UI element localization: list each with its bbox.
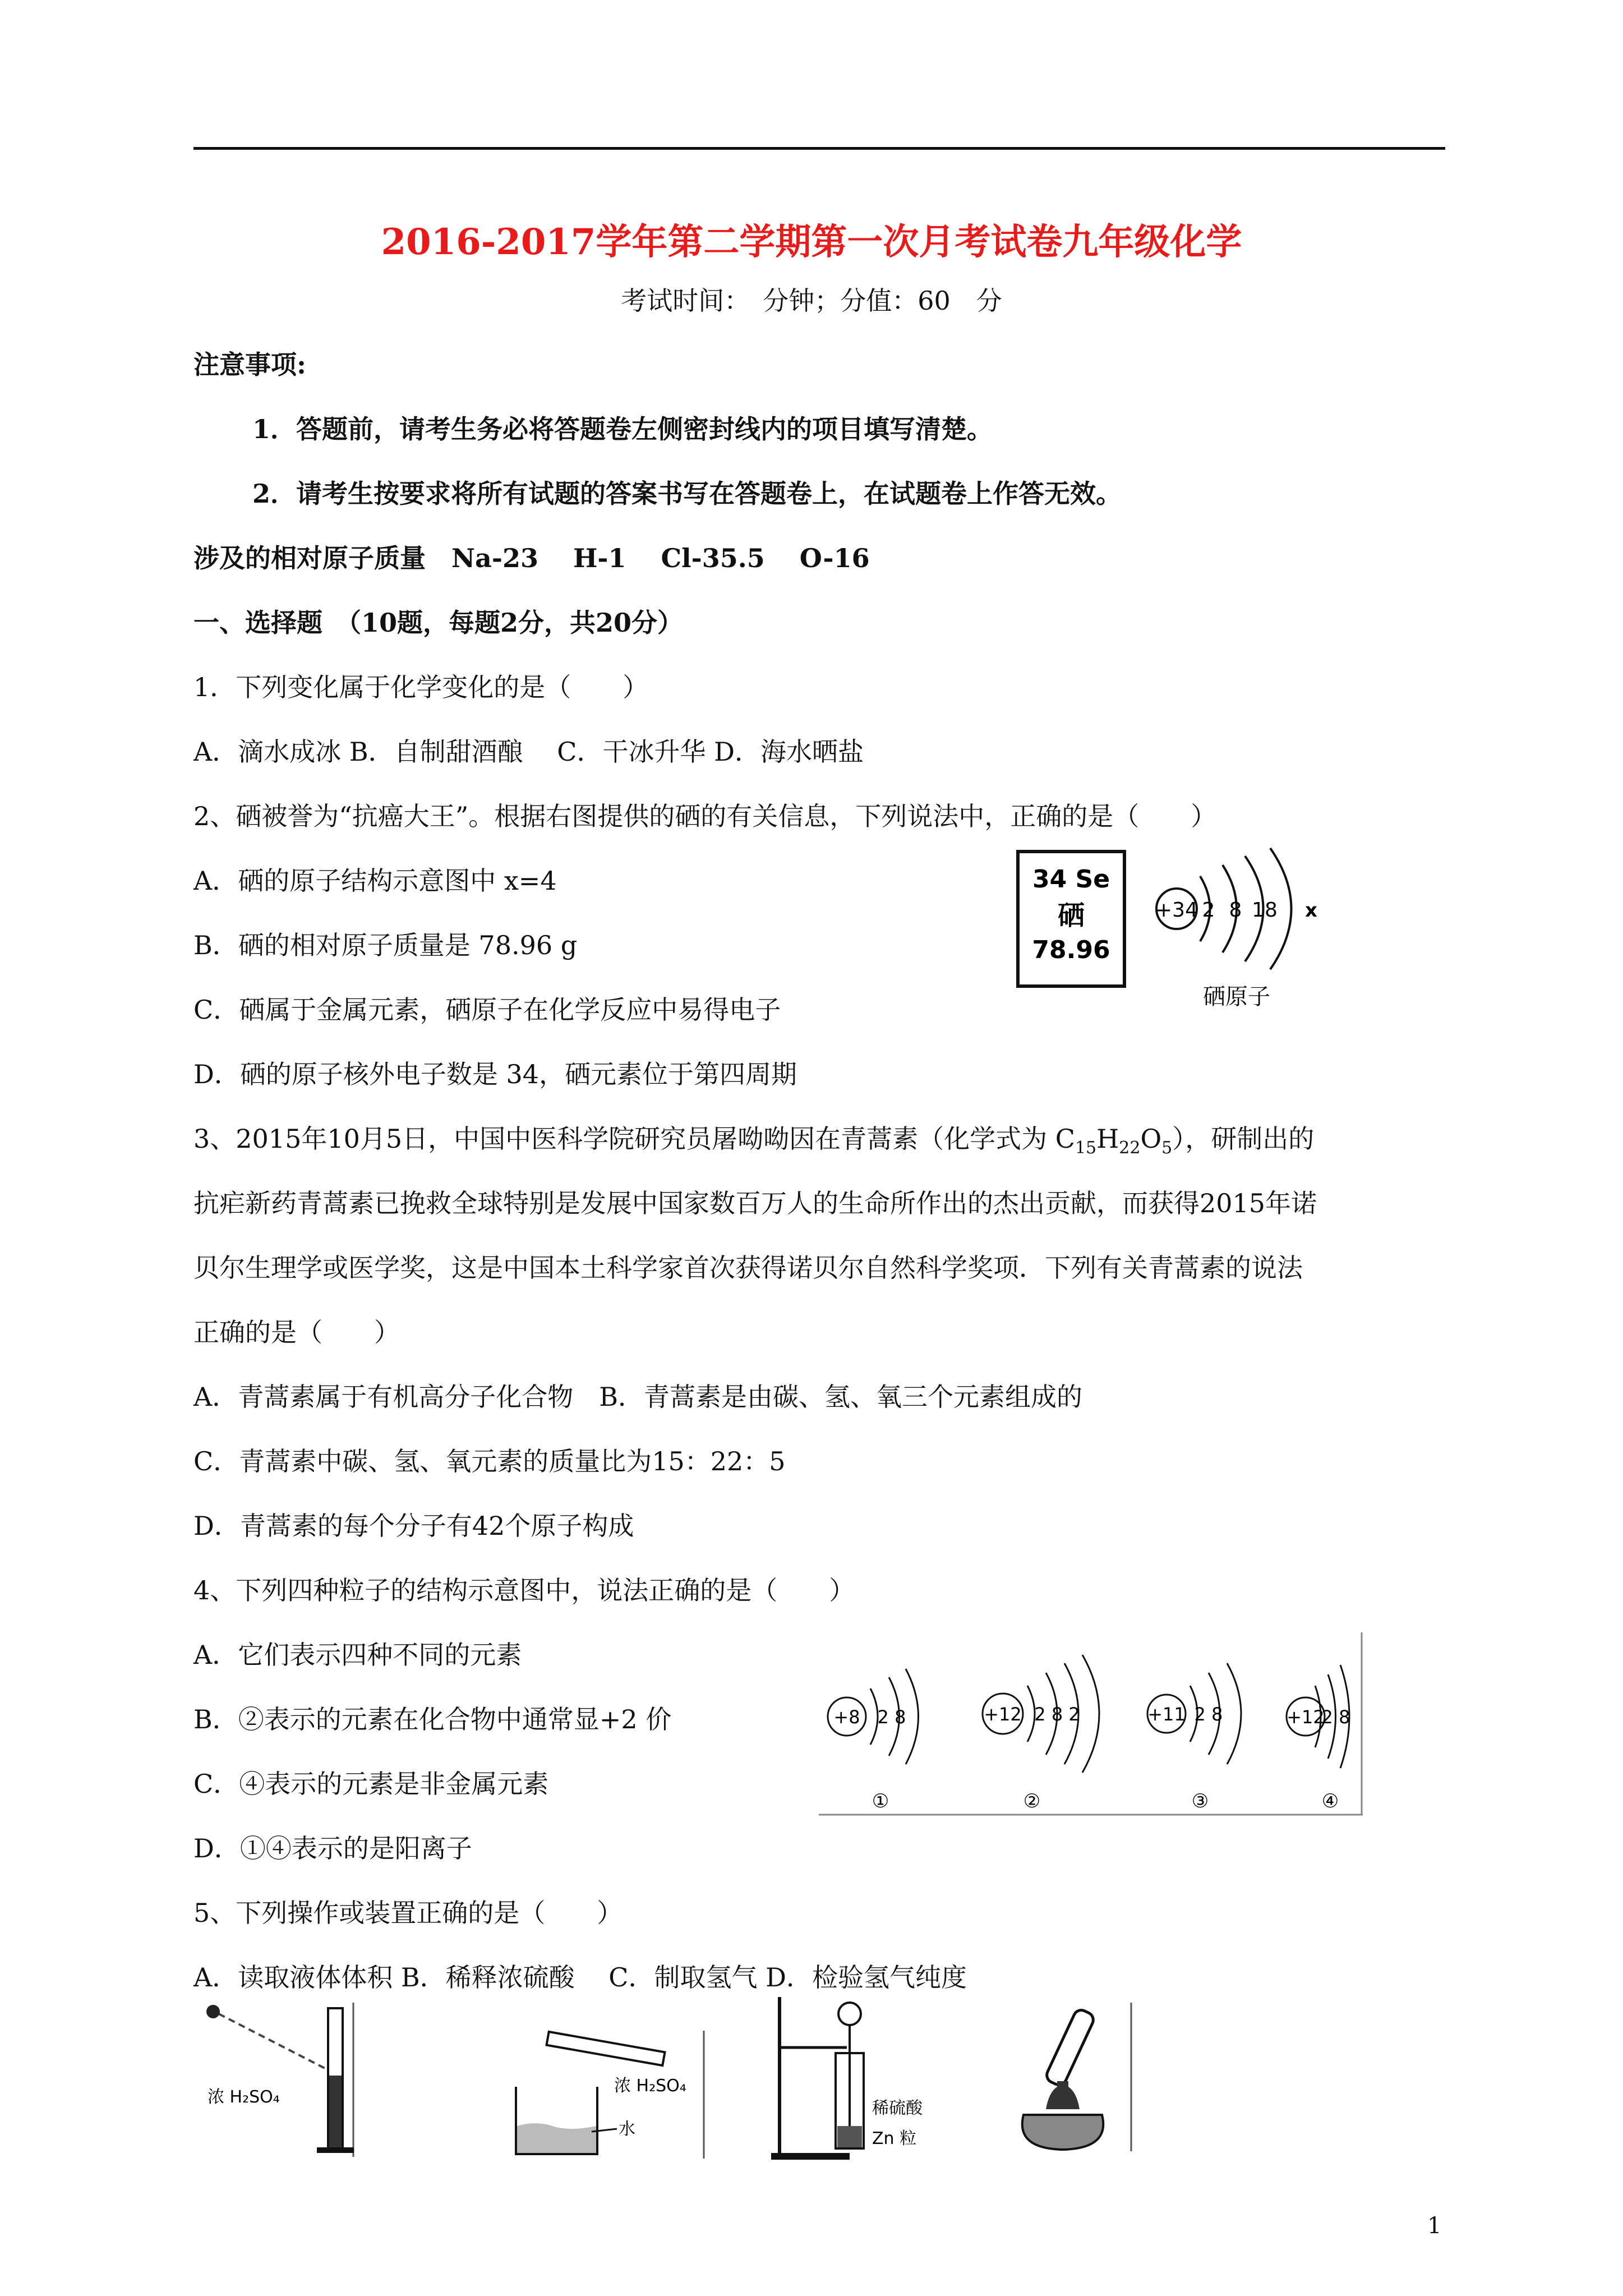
- eye-icon: [206, 2005, 220, 2018]
- particles-figure: [819, 1632, 1368, 1818]
- element-mass: 78.96: [1032, 936, 1110, 964]
- q4-stem: 4、下列四种粒子的结构示意图中，说法正确的是（ ）: [193, 1575, 855, 1605]
- particle-1-shells: 2 8: [877, 1706, 906, 1728]
- q5-options: A．读取液体体积 B．稀释浓硫酸 C．制取氢气 D．检验氢气纯度: [193, 1962, 967, 1993]
- stand-base: [771, 2153, 850, 2160]
- q5-stem: 5、下列操作或装置正确的是（ ）: [193, 1898, 623, 1928]
- q5-figure-c: [768, 1997, 931, 2165]
- particle-3: [1147, 1663, 1241, 1812]
- q5-figure-d: [1012, 2003, 1136, 2154]
- q1-stem: 1．下列变化属于化学变化的是（ ）: [193, 672, 649, 702]
- shell-1-count: 2: [1202, 899, 1215, 922]
- alcohol-lamp-flame: [1046, 2081, 1080, 2109]
- particle-3-nucleus-label: +11: [1147, 1704, 1186, 1725]
- particle-1-nucleus-label: +8: [833, 1706, 860, 1728]
- notice-item-2: 2．请考生按要求将所有试题的答案书写在答题卷上，在试题卷上作答无效。: [252, 478, 1122, 509]
- q4-option-d: D．①④表示的是阳离子: [193, 1833, 472, 1864]
- funnel-bulb: [838, 2003, 861, 2025]
- page-number: 1: [1427, 2213, 1442, 2239]
- selenium-figure: [1015, 836, 1329, 1038]
- particle-2: [983, 1655, 1099, 1812]
- particle-3-label: ③: [1191, 1790, 1209, 1812]
- particle-2-arc: [1027, 1686, 1035, 1742]
- element-name: 硒: [1057, 900, 1085, 931]
- particle-4-label: ④: [1321, 1790, 1339, 1812]
- q4-option-a: A．它们表示四种不同的元素: [193, 1640, 522, 1670]
- particle-1: [828, 1669, 919, 1812]
- element-number-symbol: 34 Se: [1032, 865, 1110, 894]
- q3-options-ab: A．青蒿素属于有机高分子化合物 B．青蒿素是由碳、氢、氧三个元素组成的: [193, 1382, 1083, 1412]
- atomic-masses: 涉及的相对原子质量 Na-23 H-1 Cl-35.5 O-16: [193, 543, 870, 573]
- figure-b-water-label: 水: [619, 2119, 635, 2139]
- particle-1-arc: [906, 1669, 919, 1764]
- q3-line-3: 贝尔生理学或医学奖，这是中国本土科学家首次获得诺贝尔自然科学奖项．下列有关青蒿素的说法: [193, 1253, 1303, 1283]
- particle-4-nucleus-label: +12: [1287, 1706, 1325, 1728]
- q1-options: A．滴水成冰 B．自制甜酒酿 C．干冰升华 D．海水晒盐: [193, 737, 864, 767]
- shell-2-count: 8: [1229, 899, 1242, 922]
- test-tube: [547, 2032, 665, 2065]
- particle-1-arc: [870, 1688, 878, 1745]
- q3-line-2: 抗疟新药青蒿素已挽救全球特别是发展中国家数百万人的生命所作出的杰出贡献，而获得2015年诺: [193, 1188, 1317, 1218]
- shell-4-count: x: [1305, 899, 1317, 922]
- q5-figure-a: [202, 2003, 370, 2160]
- figure-b-acid-label: 浓 H₂SO₄: [614, 2076, 686, 2096]
- figure-a-acid-label: 浓 H₂SO₄: [208, 2087, 280, 2107]
- notice-heading: 注意事项:: [193, 349, 306, 380]
- sight-line: [219, 2014, 328, 2070]
- q2-option-c: C．硒属于金属元素，硒原子在化学反应中易得电子: [193, 995, 781, 1025]
- particle-1-label: ①: [872, 1790, 889, 1812]
- shell-3-count: 18: [1252, 899, 1278, 922]
- q3-line-1: 3、2015年10月5日，中国中医科学院研究员屠呦呦因在青蒿素（化学式为 $C_{15}H_{22}O_5$），研制出的: [193, 1124, 1315, 1158]
- q2-option-b: B．硒的相对原子质量是 78.96 g: [193, 930, 578, 960]
- alcohol-lamp: [1022, 2115, 1104, 2150]
- q3-option-c: C．青蒿素中碳、氢、氧元素的质量比为15：22：5: [193, 1446, 786, 1476]
- cylinder-liquid: [329, 2076, 342, 2147]
- inverted-test-tube: [1044, 2008, 1096, 2087]
- q4-option-b: B．②表示的元素在化合物中通常显+2 价: [193, 1704, 672, 1734]
- notice-item-1: 1．答题前，请考生务必将答题卷左侧密封线内的项目填写清楚。: [252, 414, 993, 444]
- figure-c-zn-label: Zn 粒: [872, 2129, 917, 2148]
- particle-2-arc: [1082, 1655, 1099, 1773]
- header-rule: [193, 147, 1445, 150]
- q3-option-d: D．青蒿素的每个分子有42个原子构成: [193, 1511, 634, 1541]
- q4-option-c: C．④表示的元素是非金属元素: [193, 1769, 549, 1799]
- particle-4-shells: 2 8: [1321, 1706, 1350, 1728]
- particle-3-arc: [1227, 1663, 1241, 1764]
- exam-info: 考试时间： 分钟；分值：60 分: [621, 286, 1002, 316]
- q2-stem: 2、硒被誉为“抗癌大王”。根据右图提供的硒的有关信息，下列说法中，正确的是（ ）: [193, 801, 1217, 831]
- selenium-nucleus-label: +34: [1155, 899, 1198, 922]
- section-heading: 一、选择题 （10题，每题2分，共20分）: [193, 608, 684, 638]
- q3-line-4: 正确的是（ ）: [193, 1317, 400, 1347]
- particle-2-shells: 2 8 2: [1034, 1704, 1080, 1725]
- q2-option-a: A．硒的原子结构示意图中 x=4: [193, 866, 557, 896]
- particle-3-shells: 2 8: [1194, 1704, 1223, 1725]
- cylinder-base: [317, 2147, 354, 2153]
- particle-2-nucleus-label: +12: [984, 1704, 1022, 1725]
- figure-c-acid-label: 稀硫酸: [872, 2099, 923, 2118]
- zinc-granules: [837, 2126, 862, 2147]
- particle-4: [1287, 1665, 1350, 1812]
- beaker-water: [517, 2123, 596, 2153]
- q2-option-d: D．硒的原子核外电子数是 34，硒元素位于第四周期: [193, 1059, 797, 1089]
- selenium-caption: 硒原子: [1203, 984, 1270, 1010]
- q5-figure-b: [508, 2019, 709, 2160]
- particle-2-label: ②: [1023, 1790, 1041, 1812]
- page-title: 2016-2017学年第二学期第一次月考试卷九年级化学: [381, 221, 1242, 263]
